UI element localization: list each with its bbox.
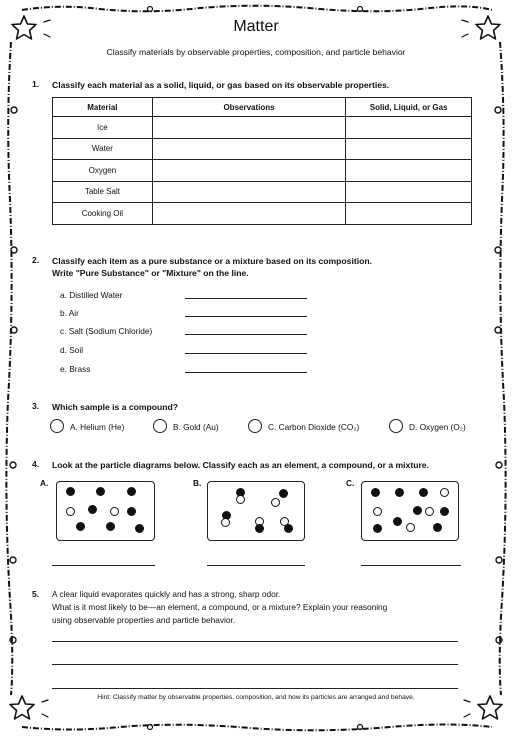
particle [284,524,293,533]
material-cell: Water [53,138,153,160]
question-2-number: 2. [32,255,40,265]
particle [66,487,75,496]
particle [440,507,449,516]
table-row [53,138,472,160]
table-header-row [53,98,472,117]
particle [221,518,230,527]
option-a-radio[interactable] [50,419,64,433]
question-1-text: Classify each material as a solid, liquid, or gas based on its observable properties. [52,80,390,90]
particle [106,522,115,531]
diagram-a-label: A. [40,478,49,488]
table-row [53,160,472,182]
state-cell[interactable] [346,117,472,139]
particle [433,523,442,532]
observations-cell[interactable] [152,160,346,182]
answer-line[interactable] [52,688,458,689]
answer-line[interactable] [185,353,307,354]
state-cell[interactable] [346,203,472,225]
list-item-label: a. Distilled Water [60,290,123,300]
option-b-label: B. Gold (Au) [173,422,219,432]
answer-line[interactable] [52,641,458,642]
list-item-label: b. Air [60,308,79,318]
question-5-text: A clear liquid evaporates quickly and has a strong, sharp odor. [52,589,281,599]
answer-line[interactable] [185,372,307,373]
particle [425,507,434,516]
particle [236,495,245,504]
particle [371,488,380,497]
materials-table [52,97,472,225]
option-c-radio[interactable] [248,419,262,433]
observations-cell[interactable] [152,181,346,203]
particle [127,487,136,496]
answer-line[interactable] [185,334,307,335]
answer-line[interactable] [361,565,461,566]
particle [279,489,288,498]
option-c-label: C. Carbon Dioxide (CO₂) [268,422,360,432]
particle-diagram-c [361,481,459,541]
answer-line[interactable] [185,298,307,299]
question-5-number: 5. [32,589,40,599]
hint-text: Hint: Classify matter by observable properties, composition, and how its particles are arranged and behave. [97,694,415,701]
question-4-number: 4. [32,459,40,469]
material-cell: Table Salt [53,181,153,203]
question-3-number: 3. [32,401,40,411]
material-cell: Oxygen [53,160,153,182]
answer-line[interactable] [52,664,458,665]
question-5-prompt: What is it most likely to be—an element, a compound, or a mixture? Explain your reasoning [52,602,388,612]
page-title: Matter [233,18,279,35]
particle-diagram-b [207,481,305,541]
particle [373,524,382,533]
material-cell: Cooking Oil [53,203,153,225]
particle [96,487,105,496]
particle [135,524,144,533]
page-subtitle: Classify materials by observable properties, composition, and particle behavior [106,47,406,57]
particle [271,498,280,507]
particle [440,488,449,497]
particle [88,505,97,514]
question-4-text: Look at the particle diagrams below. Classify each as an element, a compound, or a mixture. [52,460,429,470]
particle [395,488,404,497]
table-row [53,181,472,203]
option-d-label: D. Oxygen (O₂) [409,422,466,432]
question-3-text: Which sample is a compound? [52,402,179,412]
diagram-c-label: C. [346,478,355,488]
answer-line[interactable] [207,565,305,566]
state-cell[interactable] [346,160,472,182]
table-row [53,117,472,139]
list-item-label: d. Soil [60,345,84,355]
question-2-text: Classify each item as a pure substance or a mixture based on its composition. [52,256,372,266]
particle [110,507,119,516]
particle [413,506,422,515]
material-cell: Ice [53,117,153,139]
question-5-prompt-cont: using observable properties and particle behavior. [52,615,236,625]
particle [76,522,85,531]
option-a-label: A. Helium (He) [70,422,125,432]
particle [373,507,382,516]
column-header-material: Material [53,98,153,117]
state-cell[interactable] [346,181,472,203]
option-d-radio[interactable] [389,419,403,433]
particle [127,507,136,516]
particle [393,517,402,526]
particle [66,507,75,516]
table-row [53,203,472,225]
column-header-observations: Observations [152,98,346,117]
observations-cell[interactable] [152,203,346,225]
list-item-label: c. Salt (Sodium Chloride) [60,326,153,336]
observations-cell[interactable] [152,138,346,160]
option-b-radio[interactable] [153,419,167,433]
state-cell[interactable] [346,138,472,160]
question-1-number: 1. [32,79,40,89]
diagram-b-label: B. [193,478,202,488]
answer-line[interactable] [52,565,155,566]
column-header-state: Solid, Liquid, or Gas [346,98,472,117]
particle [255,524,264,533]
observations-cell[interactable] [152,117,346,139]
particle [419,488,428,497]
particle-diagram-a [56,481,155,541]
question-2-instruction: Write "Pure Substance" or "Mixture" on the line. [52,268,249,278]
answer-line[interactable] [185,316,307,317]
particle [406,523,415,532]
list-item-label: e. Brass [60,364,91,374]
